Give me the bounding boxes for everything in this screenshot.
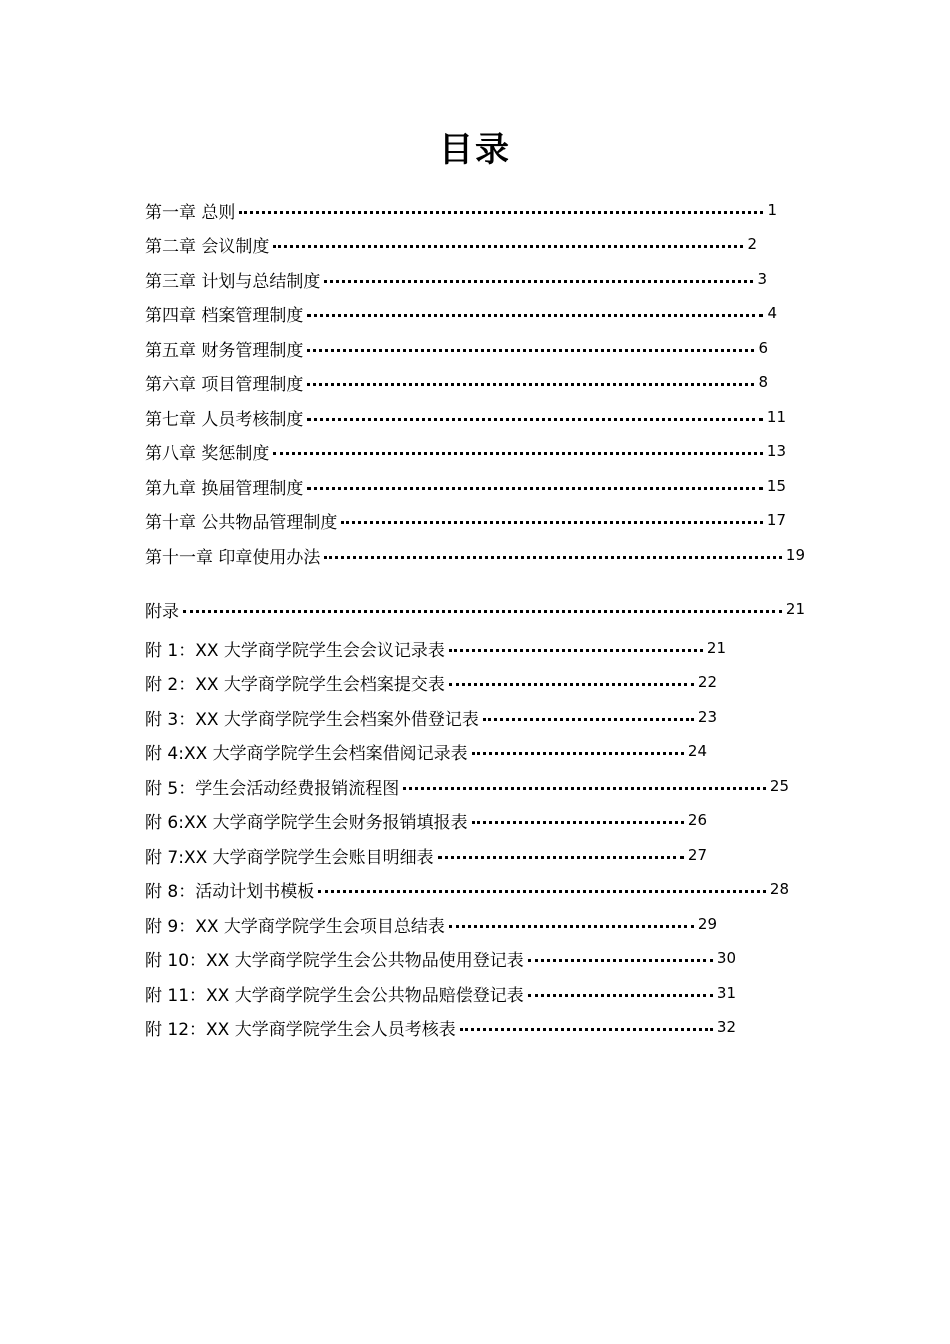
dot-leader <box>472 752 684 755</box>
page-title: 目录 <box>439 130 511 170</box>
toc-entry-appendix-8[interactable] <box>145 874 789 904</box>
toc-page-number: 1 <box>767 201 777 219</box>
toc-entry-chapter-6[interactable] <box>145 367 768 397</box>
toc-page-number: 4 <box>767 304 777 322</box>
toc-page-number: 32 <box>716 1018 736 1036</box>
toc-entry-label: 附 12：XX 大学商学院学生会人员考核表 <box>145 1019 456 1040</box>
toc-entry-appendix-11[interactable] <box>145 978 736 1008</box>
toc-entry-label: 附录 <box>145 601 179 622</box>
dot-leader <box>483 718 694 721</box>
dot-leader <box>318 890 766 893</box>
dot-leader <box>528 959 713 962</box>
toc-entry-label: 第二章 会议制度 <box>145 236 270 257</box>
toc-entry-label: 附 5：学生会活动经费报销流程图 <box>145 778 400 799</box>
toc-entry-label: 附 2：XX 大学商学院学生会档案提交表 <box>145 674 445 695</box>
dot-leader <box>307 487 763 490</box>
toc-entry-label: 第五章 财务管理制度 <box>145 340 304 361</box>
dot-leader <box>438 856 684 859</box>
toc-entry-chapter-2[interactable] <box>145 229 757 259</box>
dot-leader <box>472 821 684 824</box>
toc-page-number: 31 <box>716 984 736 1002</box>
toc-entry-chapter-9[interactable] <box>145 471 786 501</box>
toc-entry-chapter-10[interactable] <box>145 505 786 535</box>
dot-leader <box>307 349 754 352</box>
toc-entry-appendix-1[interactable] <box>145 633 726 663</box>
dot-leader <box>528 994 713 997</box>
dot-leader <box>449 925 694 928</box>
dot-leader <box>460 1028 713 1031</box>
dot-leader <box>307 314 763 317</box>
dot-leader <box>273 452 763 455</box>
toc-page-number: 23 <box>697 708 717 726</box>
toc-entry-appendix-6[interactable] <box>145 805 707 835</box>
toc-page-number: 19 <box>785 546 805 564</box>
dot-leader <box>307 418 763 421</box>
toc-entry-label: 第三章 计划与总结制度 <box>145 271 321 292</box>
toc-entry-appendix-9[interactable] <box>145 909 717 939</box>
toc-entry-label: 附 3：XX 大学商学院学生会档案外借登记表 <box>145 709 479 730</box>
toc-entry-label: 第七章 人员考核制度 <box>145 409 304 430</box>
toc-page-number: 29 <box>697 915 717 933</box>
toc-entry-label: 附 1：XX 大学商学院学生会会议记录表 <box>145 640 445 661</box>
toc-entry-label: 第一章 总则 <box>145 202 236 223</box>
dot-leader <box>324 556 782 559</box>
toc-page-number: 11 <box>766 408 786 426</box>
toc-entry-chapter-11[interactable] <box>145 540 805 570</box>
toc-page-number: 15 <box>766 477 786 495</box>
dot-leader <box>449 649 703 652</box>
toc-page-number: 25 <box>769 777 789 795</box>
toc-entry-label: 附 9：XX 大学商学院学生会项目总结表 <box>145 916 445 937</box>
toc-entry-appendix-12[interactable] <box>145 1012 736 1042</box>
toc-entry-label: 第八章 奖惩制度 <box>145 443 270 464</box>
toc-page-number: 28 <box>769 880 789 898</box>
toc-entry-label: 附 4:XX 大学商学院学生会档案借阅记录表 <box>145 743 468 764</box>
dot-leader <box>403 787 766 790</box>
dot-leader <box>341 521 763 524</box>
toc-entry-chapter-8[interactable] <box>145 436 786 466</box>
toc-entry-chapter-1[interactable] <box>145 195 777 225</box>
toc-page-number: 17 <box>766 511 786 529</box>
toc-entry-appendix-2[interactable] <box>145 667 717 697</box>
toc-entry-appendix-4[interactable] <box>145 736 707 766</box>
toc-entry-chapter-5[interactable] <box>145 333 768 363</box>
toc-entry-label: 附 10：XX 大学商学院学生会公共物品使用登记表 <box>145 950 524 971</box>
dot-leader <box>324 280 753 283</box>
toc-entry-chapter-3[interactable] <box>145 264 767 294</box>
toc-entry-appendix-3[interactable] <box>145 702 717 732</box>
toc-page-number: 22 <box>697 673 717 691</box>
toc-entry-appendix-7[interactable] <box>145 840 707 870</box>
toc-entry-label: 附 11：XX 大学商学院学生会公共物品赔偿登记表 <box>145 985 524 1006</box>
dot-leader <box>183 610 782 613</box>
toc-page-number: 13 <box>766 442 786 460</box>
toc-page-number: 3 <box>757 270 767 288</box>
toc-page-number: 21 <box>706 639 726 657</box>
toc-entry-appendix-10[interactable] <box>145 943 736 973</box>
toc-page-number: 26 <box>687 811 707 829</box>
toc-entry-label: 附 8：活动计划书模板 <box>145 881 315 902</box>
dot-leader <box>273 245 743 248</box>
toc-page-number: 2 <box>747 235 757 253</box>
toc-page-number: 8 <box>758 373 768 391</box>
toc-entry-chapter-4[interactable] <box>145 298 777 328</box>
toc-entry-chapter-7[interactable] <box>145 402 786 432</box>
toc-page-number: 27 <box>687 846 707 864</box>
toc-entry-label: 附 6:XX 大学商学院学生会财务报销填报表 <box>145 812 468 833</box>
toc-page-number: 24 <box>687 742 707 760</box>
toc-entry-label: 第六章 项目管理制度 <box>145 374 304 395</box>
toc-page-number: 21 <box>785 600 805 618</box>
toc-entry-label: 第四章 档案管理制度 <box>145 305 304 326</box>
toc-entry-label: 第十章 公共物品管理制度 <box>145 512 338 533</box>
dot-leader <box>307 383 754 386</box>
toc-entry-appendix-5[interactable] <box>145 771 789 801</box>
toc-entry-label: 第九章 换届管理制度 <box>145 478 304 499</box>
toc-page-number: 6 <box>758 339 768 357</box>
dot-leader <box>449 683 694 686</box>
dot-leader <box>239 211 763 214</box>
toc-entry-appendix-heading[interactable] <box>145 594 805 624</box>
toc-page-number: 30 <box>716 949 736 967</box>
toc-entry-label: 附 7:XX 大学商学院学生会账目明细表 <box>145 847 434 868</box>
toc-entry-label: 第十一章 印章使用办法 <box>145 547 321 568</box>
